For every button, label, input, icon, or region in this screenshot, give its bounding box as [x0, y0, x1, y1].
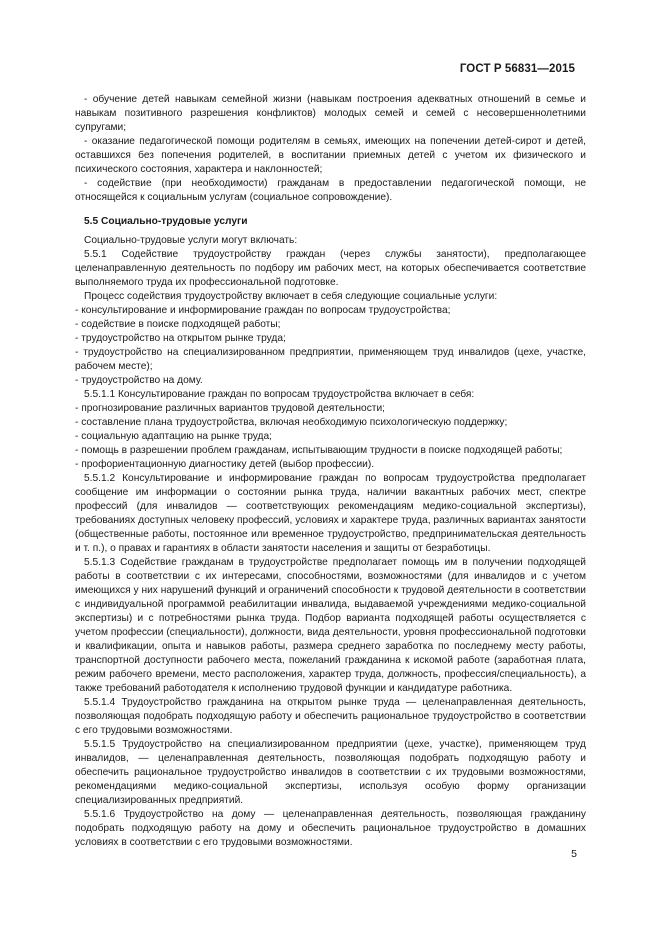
section-heading: 5.5 Социально-трудовые услуги	[84, 216, 248, 227]
paragraph: 5.5.1.5 Трудоустройство на специализированном предприятии (цехе, участке), применяющем труд инвалидов, — целенаправленная деятельность, позволяющая подобрать подходящую работу и обеспечить рациональное трудоустройство инвалидов в соответствии с их трудовыми возможностями, рекомендациями медико-социальной экспертизы, используя особую форму организации специализированных предприятий.	[75, 739, 586, 806]
page-number: 5	[571, 848, 577, 860]
list-item: - трудоустройство на специализированном предприятии, применяющем труд инвалидов (цехе, участке, рабочем месте);	[75, 347, 586, 372]
paragraph: 5.5.1.3 Содействие гражданам в трудоустройстве предполагает помощь им в получении подходящей работы в соответствии с их интересами, способностями, возможностями (для инвалидов и с учетом имеющихся у них нарушений функций и ограничений способности к трудовой деятельности в соответствии с индивидуальной программой реабилитации инвалида, выдаваемой учреждениями медико-социальной экспертизы) и с потребностями рынка труда. Подбор варианта подходящей работы осуществляется с учетом профессии (специальности), должности, вида деятельности, уровня профессиональной подготовки и квалификации, опыта и навыков работы, размера среднего заработка по последнему месту работы, транспортной доступности рабочего места, пожеланий гражданина к искомой работе (заработная плата, режим рабочего времени, место расположения, характер труда, должность, профессия/специальность), а также требований работодателя к исполнению трудовой функции и кандидатуре работника.	[75, 557, 586, 694]
list-item: - прогнозирование различных вариантов трудовой деятельности;	[75, 403, 385, 414]
list-item: - содействие в поиске подходящей работы;	[75, 319, 281, 330]
list-item: - профориентационную диагностику детей (выбор профессии).	[75, 459, 375, 470]
paragraph: 5.5.1.4 Трудоустройство гражданина на открытом рынке труда — целенаправленная деятельность, позволяющая подобрать подходящую работу и обеспечить рациональное трудоустройство в соответствии с его трудовыми возможностями.	[75, 697, 586, 736]
paragraph: - обучение детей навыкам семейной жизни (навыкам построения адекватных отношений в семье и навыкам позитивного разрешения конфликтов) молодых семей и семей с несовершеннолетними супругами;	[75, 94, 586, 133]
list-item: - социальную адаптацию на рынке труда;	[75, 431, 272, 442]
paragraph: Процесс содействия трудоустройству включает в себя следующие социальные услуги:	[84, 291, 498, 302]
paragraph: 5.5.1.1 Консультирование граждан по вопросам трудоустройства включает в себя:	[84, 389, 475, 400]
list-item: - трудоустройство на дому.	[75, 375, 203, 386]
list-item: - консультирование и информирование граждан по вопросам трудоустройства;	[75, 305, 451, 316]
document-body	[75, 93, 586, 850]
list-item: - составление плана трудоустройства, включая необходимую психологическую поддержку;	[75, 417, 508, 428]
paragraph: 5.5.1 Содействие трудоустройству граждан (через службы занятости), предполагающее целенаправленную деятельность по подбору им рабочих мест, на которых обеспечивается соответствие выполняемого труда их профессиональной подготовке.	[75, 249, 586, 288]
list-item: - помощь в разрешении проблем гражданам, испытывающим трудности в поиске подходящей работы;	[75, 445, 563, 456]
paragraph: - оказание педагогической помощи родителям в семьях, имеющих на попечении детей-сирот и детей, оставшихся без попечения родителей, в воспитании приемных детей с учетом их физического и психического состояния, характера и наклонностей;	[75, 136, 586, 175]
paragraph: - содействие (при необходимости) гражданам в предоставлении педагогической помощи, не относящейся к социальным услугам (социальное сопровождение).	[75, 178, 586, 203]
list-item: - трудоустройство на открытом рынке труда;	[75, 333, 286, 344]
document-standard-id: ГОСТ Р 56831—2015	[459, 63, 575, 75]
paragraph: Социально-трудовые услуги могут включать:	[84, 235, 298, 246]
paragraph: 5.5.1.6 Трудоустройство на дому — целенаправленная деятельность, позволяющая гражданину подобрать подходящую работу на дому и обеспечить рациональное трудоустройство в домашних условиях в соответствии с его трудовыми возможностями.	[75, 809, 586, 848]
paragraph: 5.5.1.2 Консультирование и информирование граждан по вопросам трудоустройства предполагает сообщение им информации о состоянии рынка труда, наличии вакантных рабочих мест, спектре профессий (для инвалидов — соответствующих рекомендациям медико-социальной экспертизы), требованиях доступных человеку профессий, условиях и характере труда, различных вариантах занятости (общественные работы, постоянное или временное трудоустройство, предпринимательская деятельность и т. п.), о правах и гарантиях в области занятости населения и защиты от безработицы.	[75, 473, 586, 554]
